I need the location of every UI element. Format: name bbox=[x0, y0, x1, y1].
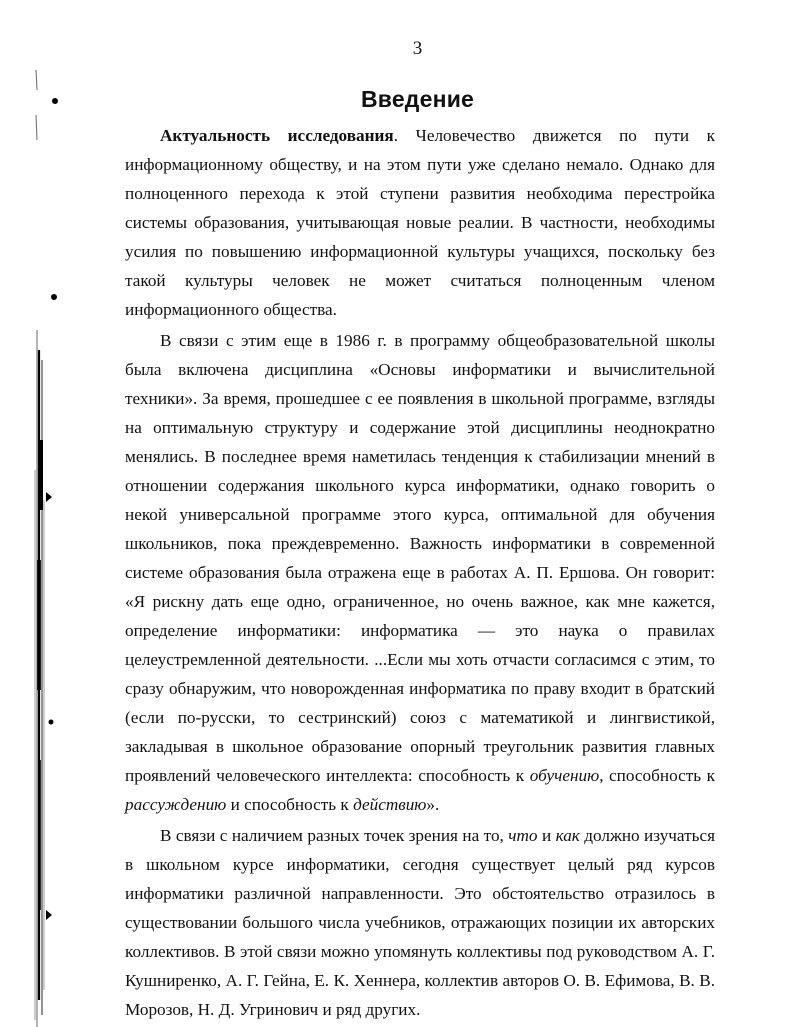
paragraph-run: как bbox=[555, 826, 580, 845]
punch-mark bbox=[46, 492, 52, 502]
paragraph-courses bbox=[125, 821, 715, 1024]
scan-bar bbox=[37, 560, 41, 690]
paragraph-run: В связи с наличием разных точек зрения на то, bbox=[160, 826, 509, 845]
paragraph-run: действию bbox=[353, 795, 427, 814]
paragraph-run: и bbox=[537, 826, 556, 845]
punch-mark bbox=[49, 720, 54, 725]
scan-bar bbox=[38, 440, 43, 510]
paragraph-run: . Человечество движется по пути к информационному обществу, и на этом пути уже сделано немало. Однако для полноценного перехода к этой ступени развития необходима перестройка системы образования, учитывающая новые реалии. В частности, необходимы усилия по повышению информационной культуры учащихся, поскольку без такой культуры человек не может считаться полноценным членом информационного общества. bbox=[125, 126, 716, 319]
paragraph-relevance bbox=[125, 121, 715, 324]
paragraph-run: и способность к bbox=[226, 795, 354, 814]
body-text bbox=[125, 121, 715, 1024]
paragraph-run: , способность к bbox=[599, 766, 715, 785]
paragraph-run: что bbox=[508, 826, 538, 845]
paragraph-run: ». bbox=[426, 795, 440, 814]
paragraph-run: рассуждению bbox=[125, 795, 227, 814]
paragraph-run: должно изучаться в школьном курсе информатики, сегодня существует целый ряд курсов информатики различной направленности. Это обстоятельство отразилось в существовании большого числа учебников, отражающих позиции их авторских коллективов. В этой связи можно упомянуть коллективы под руководством А. Г. Кушниренко, А. Г. Гейна, Е. К. Хеннера, коллектив авторов О. В. Ефимова, В. В. Морозов, Н. Д. Угринович и ряд других. bbox=[125, 826, 715, 1019]
page-number: 3 bbox=[412, 38, 423, 59]
paragraph-history bbox=[125, 326, 715, 819]
paragraph-run: В связи с этим еще в 1986 г. в программу общеобразовательной школы была включена дисциплина «Основы информатики и вычислительной техники». За время, прошедшее с ее появления в школьной программе, взгляды на оптимальную структуру и содержание этой дисциплины неоднократно менялись. В последнее время наметилась тенденция к стабилизации мнений в отношении содержания школьного курса информатики, однако говорить о некой универсальной программе этого курса, оптимальной для обучения школьников, пока преждевременно. Важность информатики в современной системе образования была отражена еще в работах А. П. Ершова. Он говорит: «Я рискну дать еще одно, ограниченное, но очень важное, как мне кажется, определение информатики: информатика — это наука о правилах целеустремленной деятельности. ...Если мы хоть отчасти согласимся с этим, то сразу обнаружим, что новорожденная информатика по праву входит в братский (если по-русски, то сестринский) союз с математикой и лингвистикой, закладывая в школьное образование опорный треугольник развития главных проявлений человеческого интеллекта: способность к bbox=[125, 331, 715, 785]
scan-bar bbox=[38, 760, 41, 910]
scan-edge-artifacts bbox=[0, 0, 70, 1027]
punch-mark bbox=[51, 294, 57, 300]
paragraph-run: Актуальность исследования bbox=[160, 126, 394, 145]
page-title: Введение bbox=[360, 86, 475, 112]
paragraph-run: обучению bbox=[529, 766, 600, 785]
punch-mark bbox=[46, 910, 52, 920]
